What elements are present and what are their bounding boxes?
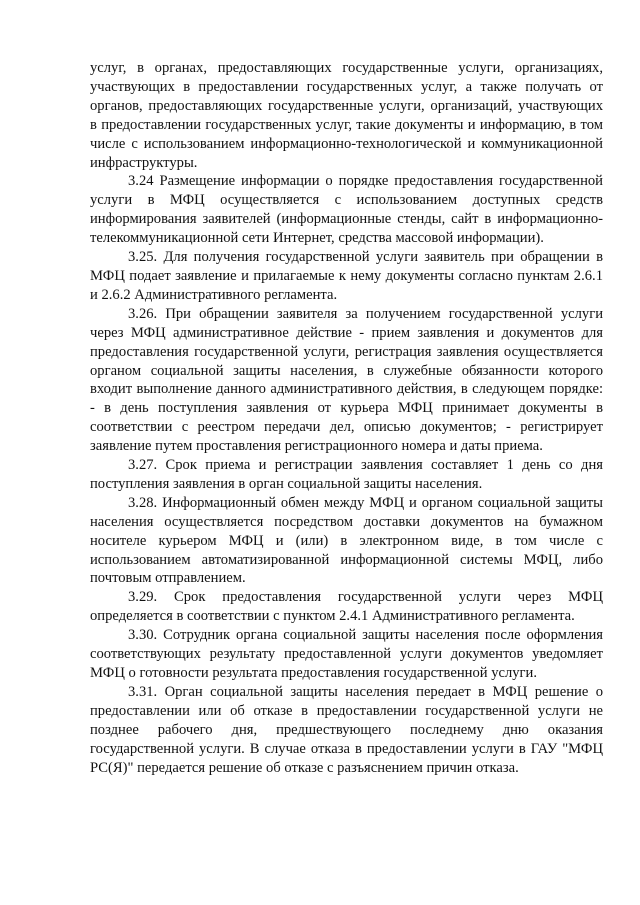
paragraph-3-27: 3.27. Срок приема и регистрации заявления составляет 1 день со дня поступления заявления в орган социальной защиты населения. bbox=[90, 457, 603, 492]
paragraph-3-30: 3.30. Сотрудник органа социальной защиты населения после оформления соответствующих результату предоставленной услуги документов уведомляет МФЦ о готовности результата предоставления государственной услуги. bbox=[90, 627, 603, 681]
paragraph-3-24: 3.24 Размещение информации о порядке предоставления государственной услуги в МФЦ осуществляется с использованием доступных средств информирования заявителей (информационные стенды, сайт в информационно-телекоммуникационной сети Интернет, средства массовой информации). bbox=[90, 173, 603, 247]
paragraph-continuation: услуг, в органах, предоставляющих государственные услуги, организациях, участвующих в предоставлении государственных услуг, а также получать от органов, предоставляющих государственные услуги, организаций, участвующих в предоставлении государственных услуг, такие документы и информацию, в том числе с использованием информационно-технологической и коммуникационной инфраструктуры. bbox=[90, 60, 603, 171]
paragraph-3-25: 3.25. Для получения государственной услуги заявитель при обращении в МФЦ подает заявление и прилагаемые к нему документы согласно пунктам 2.6.1 и 2.6.2 Административного регламента. bbox=[90, 249, 603, 303]
paragraph-3-31: 3.31. Орган социальной защиты населения передает в МФЦ решение о предоставлении или об отказе в предоставлении государственной услуги не позднее рабочего дня, предшествующего последнему дню оказания государственной услуги. В случае отказа в предоставлении услуги в ГАУ "МФЦ РС(Я)" передается решение об отказе с разъяснением причин отказа. bbox=[90, 683, 603, 776]
paragraph-3-29: 3.29. Срок предоставления государственной услуги через МФЦ определяется в соответствии с пунктом 2.4.1 Административного регламента. bbox=[90, 589, 603, 625]
document-page bbox=[90, 59, 603, 777]
paragraph-3-28: 3.28. Информационный обмен между МФЦ и органом социальной защиты населения осуществляется посредством доставки документов на бумажном носителе курьером МФЦ и (или) в электронном виде, в том числе с использованием автоматизированной информационной системы МФЦ, либо почтовым отправлением. bbox=[90, 494, 603, 587]
paragraph-3-26: 3.26. При обращении заявителя за получением государственной услуги через МФЦ административное действие - прием заявления и документов для предоставления государственной услуги, регистрация заявления осуществляется органом социальной защиты населения, в служебные обязанности которого входит выполнение данного административного действия, в следующем порядке: - в день поступления заявления от курьера МФЦ принимает документы в соответствии с реестром передачи дел, описью документов; - регистрирует заявление путем проставления регистрационного номера и даты приема. bbox=[90, 305, 603, 455]
